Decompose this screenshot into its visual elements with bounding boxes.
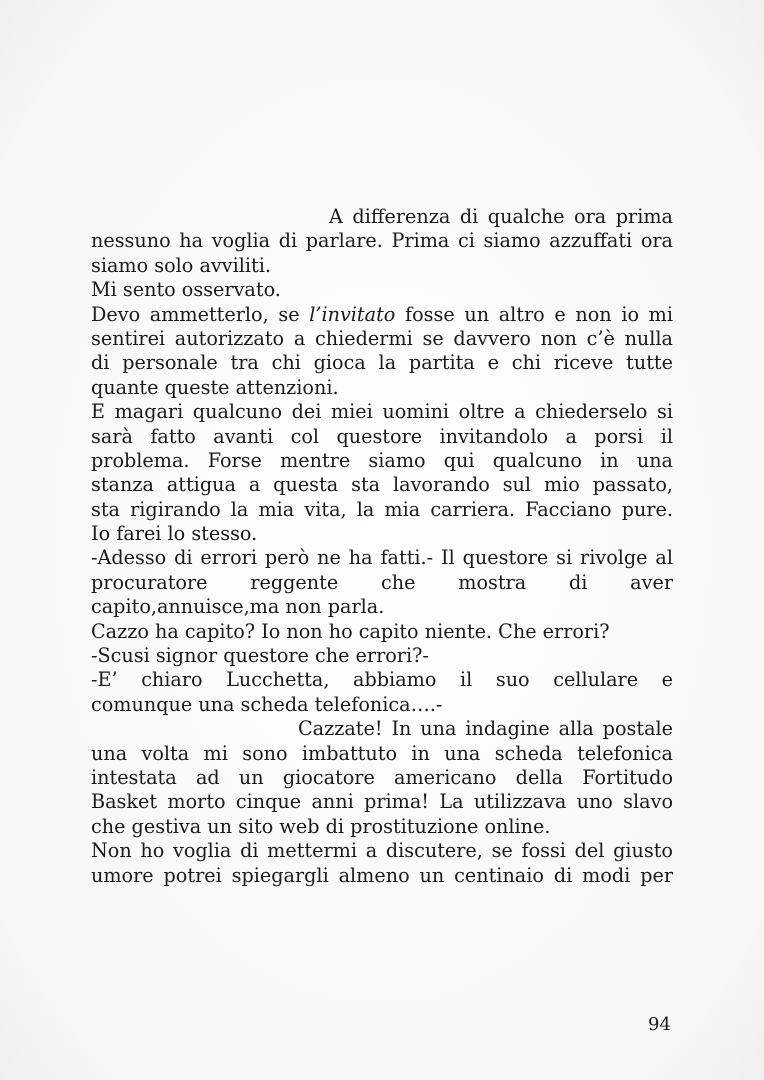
text-line: umore potrei spiegargli almeno un centinaio di modi per (91, 863, 673, 887)
text-line: capito,annuisce,ma non parla. (91, 595, 385, 619)
text-line: Non ho voglia di mettermi a discutere, se fossi del giusto (91, 839, 673, 863)
text-line: intestata ad un giocatore americano della Fortitudo (91, 765, 673, 789)
text-line: -E’ chiaro Lucchetta, abbiamo il suo cellulare e (91, 668, 673, 692)
text-line: quante queste attenzioni. (91, 375, 339, 399)
text-line: Mi sento osservato. (91, 278, 281, 302)
text-line: nessuno ha voglia di parlare. Prima ci siamo azzuffati ora (91, 229, 673, 253)
text-line: stanza attigua a questa sta lavorando sul mio passato, (91, 473, 673, 497)
text-line: Io farei lo stesso. (91, 522, 258, 546)
text-line: una volta mi sono imbattuto in una scheda telefonica (91, 741, 673, 765)
italic-word: l’invitato (309, 302, 396, 326)
text-fragment: Devo ammetterlo, se (91, 302, 310, 326)
text-line (91, 303, 673, 327)
text-line: E magari qualcuno dei miei uomini oltre a chiederselo si (91, 400, 673, 424)
text-line: A differenza di qualche ora prima (329, 205, 673, 228)
text-line: problema. Forse mentre siamo qui qualcuno in una (91, 448, 673, 472)
text-line: sarà fatto avanti col questore invitandolo a porsi il (91, 424, 673, 448)
text-line: comunque una scheda telefonica….- (91, 692, 443, 716)
text-line: che gestiva un sito web di prostituzione online. (91, 814, 551, 838)
text-line: sentirei autorizzato a chiedermi se davvero non c’è nulla (91, 326, 673, 350)
text-line: Basket morto cinque anni prima! La utilizzava uno slavo (91, 790, 673, 814)
text-line: -Adesso di errori però ne ha fatti.- Il questore si rivolge al (91, 546, 673, 570)
text-line: siamo solo avviliti. (91, 253, 271, 277)
text-line: di personale tra chi gioca la partita e chi riceve tutte (91, 351, 673, 375)
text-line: -Scusi signor questore che errori?- (91, 644, 429, 668)
text-line: Cazzo ha capito? Io non ho capito niente. Che errori? (91, 619, 610, 643)
text-line: procuratore reggente che mostra di aver (91, 570, 673, 594)
page-number: 94 (648, 1014, 671, 1035)
text-line: sta rigirando la mia vita, la mia carriera. Facciano pure. (91, 497, 673, 521)
text-fragment: fosse un altro e non io mi (395, 302, 673, 326)
page-body-text (91, 205, 673, 888)
text-line: Cazzate! In una indagine alla postale (298, 717, 673, 741)
